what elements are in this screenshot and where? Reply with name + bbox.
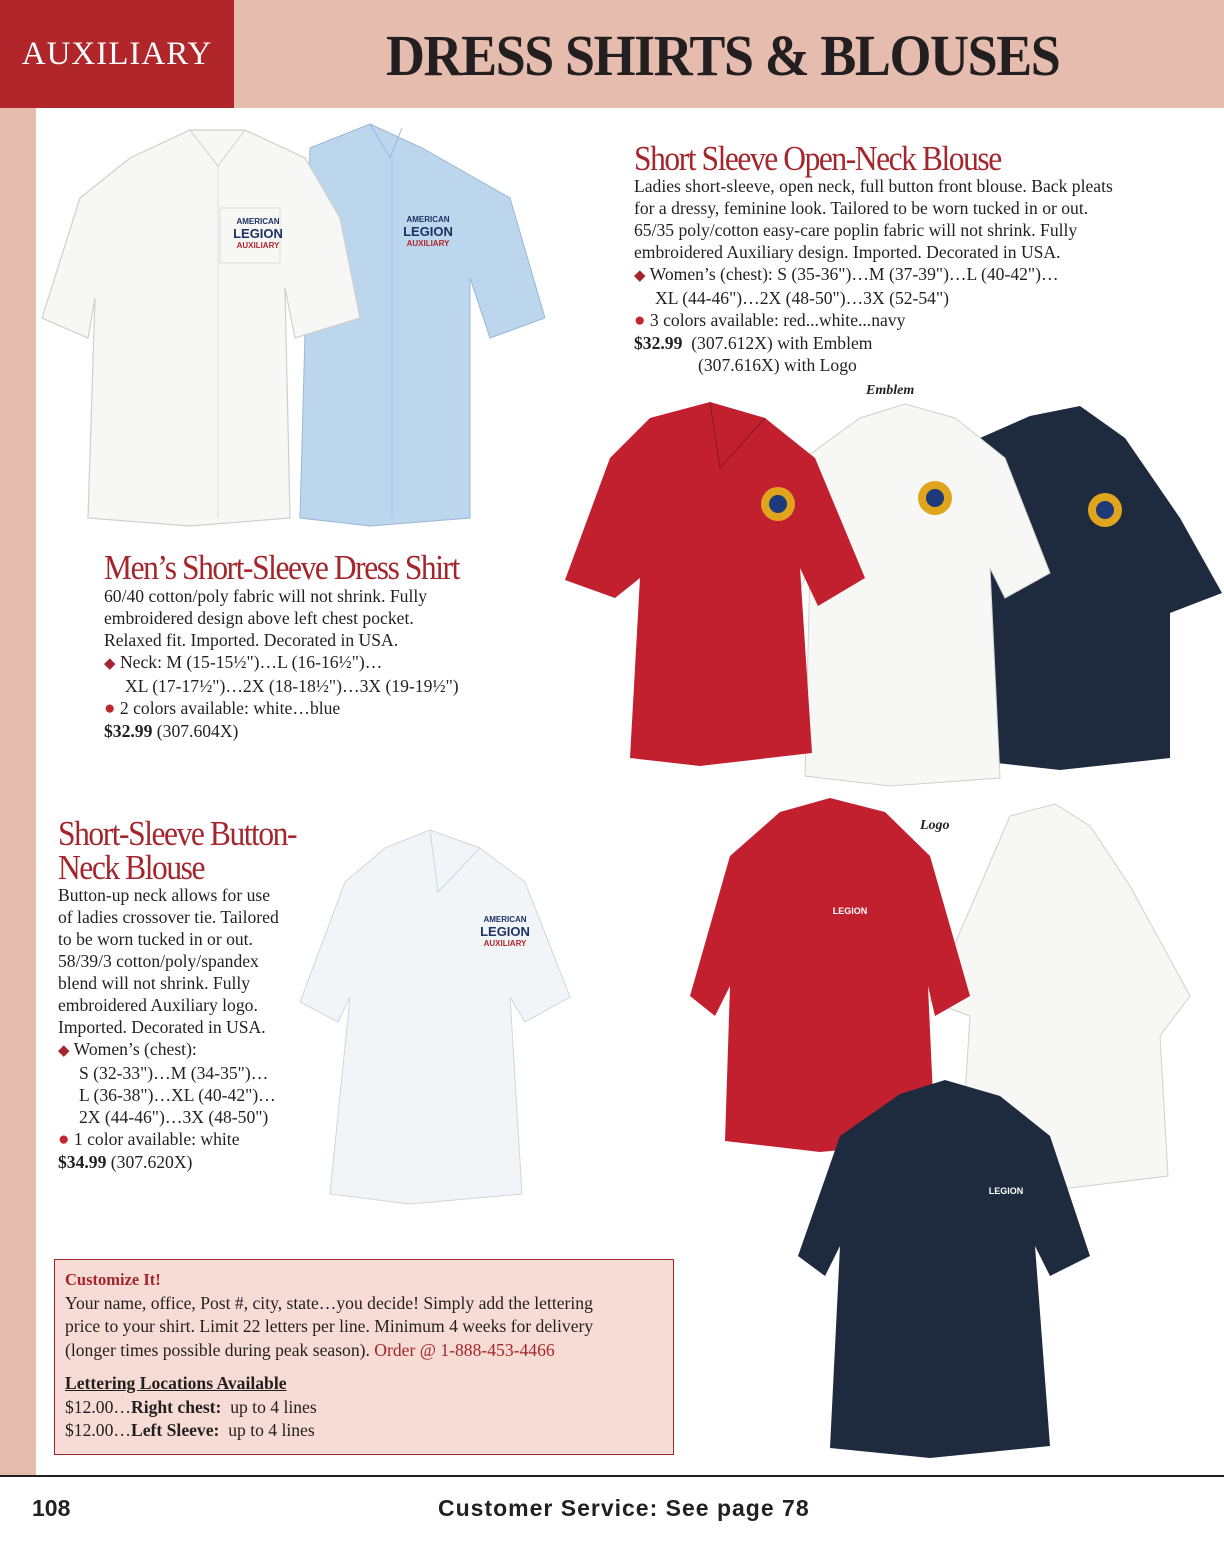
mens-shirt-title: Men’s Short-Sleeve Dress Shirt [104, 548, 459, 587]
svg-text:AUXILIARY: AUXILIARY [406, 239, 450, 248]
open-neck-colors: ● 3 colors available: red...white...navy [634, 310, 906, 331]
customize-box [54, 1259, 674, 1455]
mens-shirt-description [104, 585, 459, 742]
open-neck-title: Short Sleeve Open-Neck Blouse [634, 139, 1001, 178]
dot-bullet-icon: ● [104, 698, 116, 719]
button-neck-title-2: Neck Blouse [58, 848, 205, 887]
button-neck-size: S (32-33")…M (34-35")… [79, 1063, 269, 1083]
button-neck-line: blend will not shrink. Fully [58, 973, 251, 993]
open-neck-line: for a dressy, feminine look. Tailored to be worn tucked in or out. [634, 198, 1089, 218]
button-neck-price: $34.99 (307.620X) [58, 1152, 193, 1172]
svg-text:AMERICAN: AMERICAN [236, 217, 280, 226]
page-number: 108 [32, 1495, 71, 1521]
page-title: DRESS SHIRTS & BLOUSES [386, 23, 1060, 88]
caption-emblem: Emblem [866, 383, 915, 398]
svg-text:AMERICAN: AMERICAN [483, 915, 527, 924]
lettering-locations-title: Lettering Locations Available [65, 1373, 287, 1393]
customize-title: Customize It! [65, 1270, 161, 1289]
open-neck-line: Ladies short-sleeve, open neck, full button front blouse. Back pleats [634, 176, 1113, 196]
lettering-location-right-chest: $12.00…Right chest: up to 4 lines [65, 1396, 317, 1417]
svg-text:AMERICAN: AMERICAN [406, 215, 450, 224]
open-neck-description [634, 175, 1113, 376]
svg-text:LEGION: LEGION [988, 1186, 1024, 1196]
mens-line: embroidered design above left chest pocket. [104, 608, 414, 628]
footer-rule [0, 1475, 1224, 1477]
button-neck-line: of ladies crossover tie. Tailored [58, 907, 279, 927]
open-neck-price-1: $32.99 (307.612X) with Emblem [634, 333, 873, 353]
svg-text:LEGION: LEGION [480, 924, 530, 939]
svg-text:LEGION: LEGION [403, 224, 453, 239]
button-neck-blouse-image [300, 822, 600, 1212]
open-neck-line: embroidered Auxiliary design. Imported. Decorated in USA. [634, 242, 1061, 262]
section-tag: AUXILIARY [0, 0, 234, 108]
open-neck-line: 65/35 poly/cotton easy-care poplin fabric will not shrink. Fully [634, 220, 1078, 240]
diamond-bullet-icon: ◆ [634, 268, 646, 284]
open-neck-logo-blouses-image [690, 796, 1224, 1460]
button-neck-colors: ● 1 color available: white [58, 1129, 240, 1150]
svg-text:AUXILIARY: AUXILIARY [236, 241, 280, 250]
order-phone-link[interactable]: Order @ 1-888-453-4466 [374, 1339, 555, 1360]
button-neck-size: L (36-38")…XL (40-42")… [79, 1085, 276, 1105]
open-neck-sizes-2: XL (44-46")…2X (48-50")…3X (52-54") [655, 288, 950, 308]
button-neck-title-1: Short-Sleeve Button- [58, 814, 297, 853]
button-neck-line: to be worn tucked in or out. [58, 929, 253, 949]
open-neck-emblem-blouses-image [560, 398, 1224, 788]
mens-sizes-2: XL (17-17½")…2X (18-18½")…3X (19-19½") [125, 676, 459, 696]
svg-text:LEGION: LEGION [832, 906, 868, 916]
button-neck-line: Imported. Decorated in USA. [58, 1017, 266, 1037]
button-neck-logo [480, 915, 530, 948]
mens-line: 60/40 cotton/poly fabric will not shrink. Fully [104, 586, 428, 606]
customer-service-note: Customer Service: See page 78 [438, 1495, 810, 1521]
svg-text:AUXILIARY: AUXILIARY [483, 939, 527, 948]
mens-blue-logo [403, 215, 453, 248]
mens-price: $32.99 (307.604X) [104, 721, 239, 741]
button-neck-size: 2X (44-46")…3X (48-50") [79, 1107, 269, 1127]
lettering-location-left-sleeve: $12.00…Left Sleeve: up to 4 lines [65, 1420, 315, 1440]
mens-white-logo [233, 217, 283, 250]
dot-bullet-icon: ● [634, 310, 646, 331]
diamond-bullet-icon: ◆ [104, 656, 116, 672]
open-neck-price-2: (307.616X) with Logo [698, 355, 857, 375]
customize-line-3: (longer times possible during peak season). Order @ 1-888-453-4466 [65, 1339, 555, 1360]
navy-logo-blouse [798, 1080, 1090, 1458]
button-neck-line: 58/39/3 cotton/poly/spandex [58, 951, 259, 971]
diamond-bullet-icon: ◆ [58, 1043, 70, 1059]
button-neck-line: embroidered Auxiliary logo. [58, 995, 258, 1015]
mens-shirts-image [40, 118, 550, 538]
mens-colors: ● 2 colors available: white…blue [104, 698, 341, 719]
button-neck-line: Button-up neck allows for use [58, 885, 271, 905]
mens-line: Relaxed fit. Imported. Decorated in USA. [104, 630, 399, 650]
button-neck-sizes-label: ◆ Women’s (chest): [58, 1039, 197, 1059]
dot-bullet-icon: ● [58, 1129, 70, 1150]
customize-line: Your name, office, Post #, city, state…you decide! Simply add the lettering [65, 1292, 593, 1313]
open-neck-sizes: ◆ Women’s (chest): S (35-36")…M (37-39")…L (40-42")… [634, 264, 1059, 284]
svg-text:LEGION: LEGION [233, 226, 283, 241]
button-neck-description [58, 884, 279, 1173]
sidebar-band [0, 108, 36, 1476]
mens-sizes: ◆ Neck: M (15-15½")…L (16-16½")… [104, 652, 383, 672]
customize-line: price to your shirt. Limit 22 letters per line. Minimum 4 weeks for delivery [65, 1316, 594, 1336]
caption-logo: Logo [920, 818, 950, 833]
